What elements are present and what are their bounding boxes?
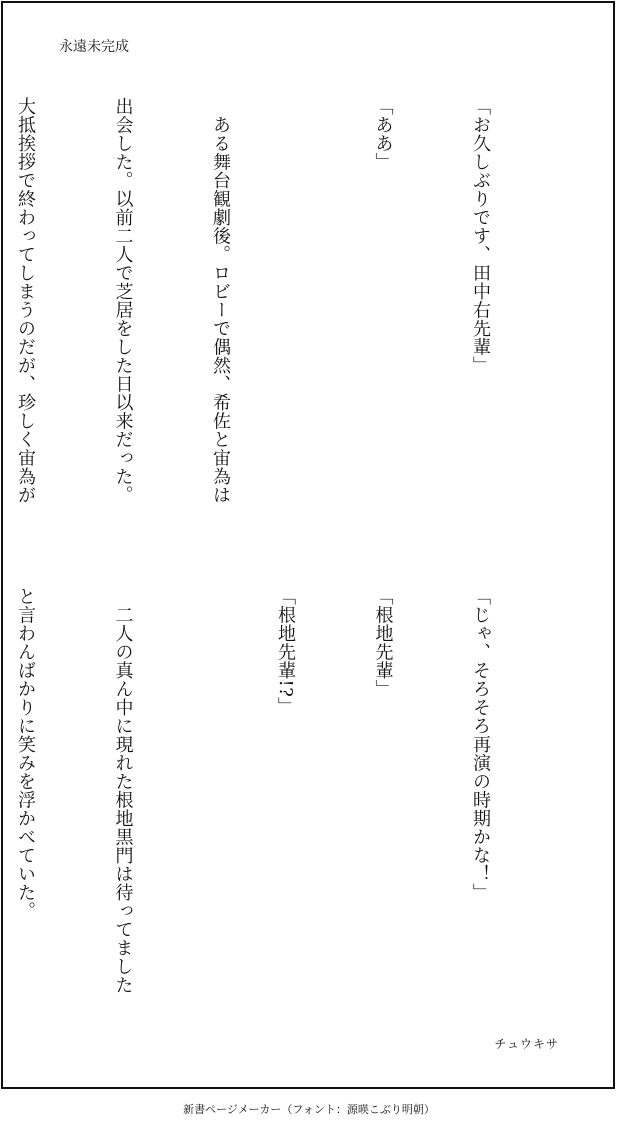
text-line: と言わんばかりに笑みを浮かべていた。 bbox=[15, 587, 36, 920]
author-name: チュウキサ bbox=[494, 1037, 559, 1051]
text-line: 「根地先輩!?」 bbox=[275, 587, 296, 716]
body-text-bottom bbox=[0, 587, 561, 1027]
text-line: 大抵挨拶で終わってしまうのだが、珍しく宙為が bbox=[15, 97, 36, 504]
text-line: 「ああ」 bbox=[372, 97, 394, 171]
text-line: 出会した。以前二人で芝居をした日以来だった。 bbox=[112, 97, 134, 504]
page-frame bbox=[1, 1, 615, 1089]
text-line: 「じゃ、そろそろ再演の時期かな！」 bbox=[470, 587, 491, 902]
text-line: 「お久しぶりです、田中右先輩」 bbox=[470, 97, 491, 375]
story-title: 永遠未完成 bbox=[59, 39, 129, 55]
text-line: 二人の真ん中に現れた根地黒門は待ってました bbox=[112, 587, 134, 994]
footer-credit: 新書ページメーカー（フォント：源暎こぶり明朝） bbox=[183, 1103, 435, 1116]
body-text-top bbox=[0, 97, 561, 537]
text-line: ある舞台観劇後。ロビーで偶然、希佐と宙為は bbox=[210, 97, 231, 504]
text-line: 「根地先輩」 bbox=[372, 587, 394, 698]
